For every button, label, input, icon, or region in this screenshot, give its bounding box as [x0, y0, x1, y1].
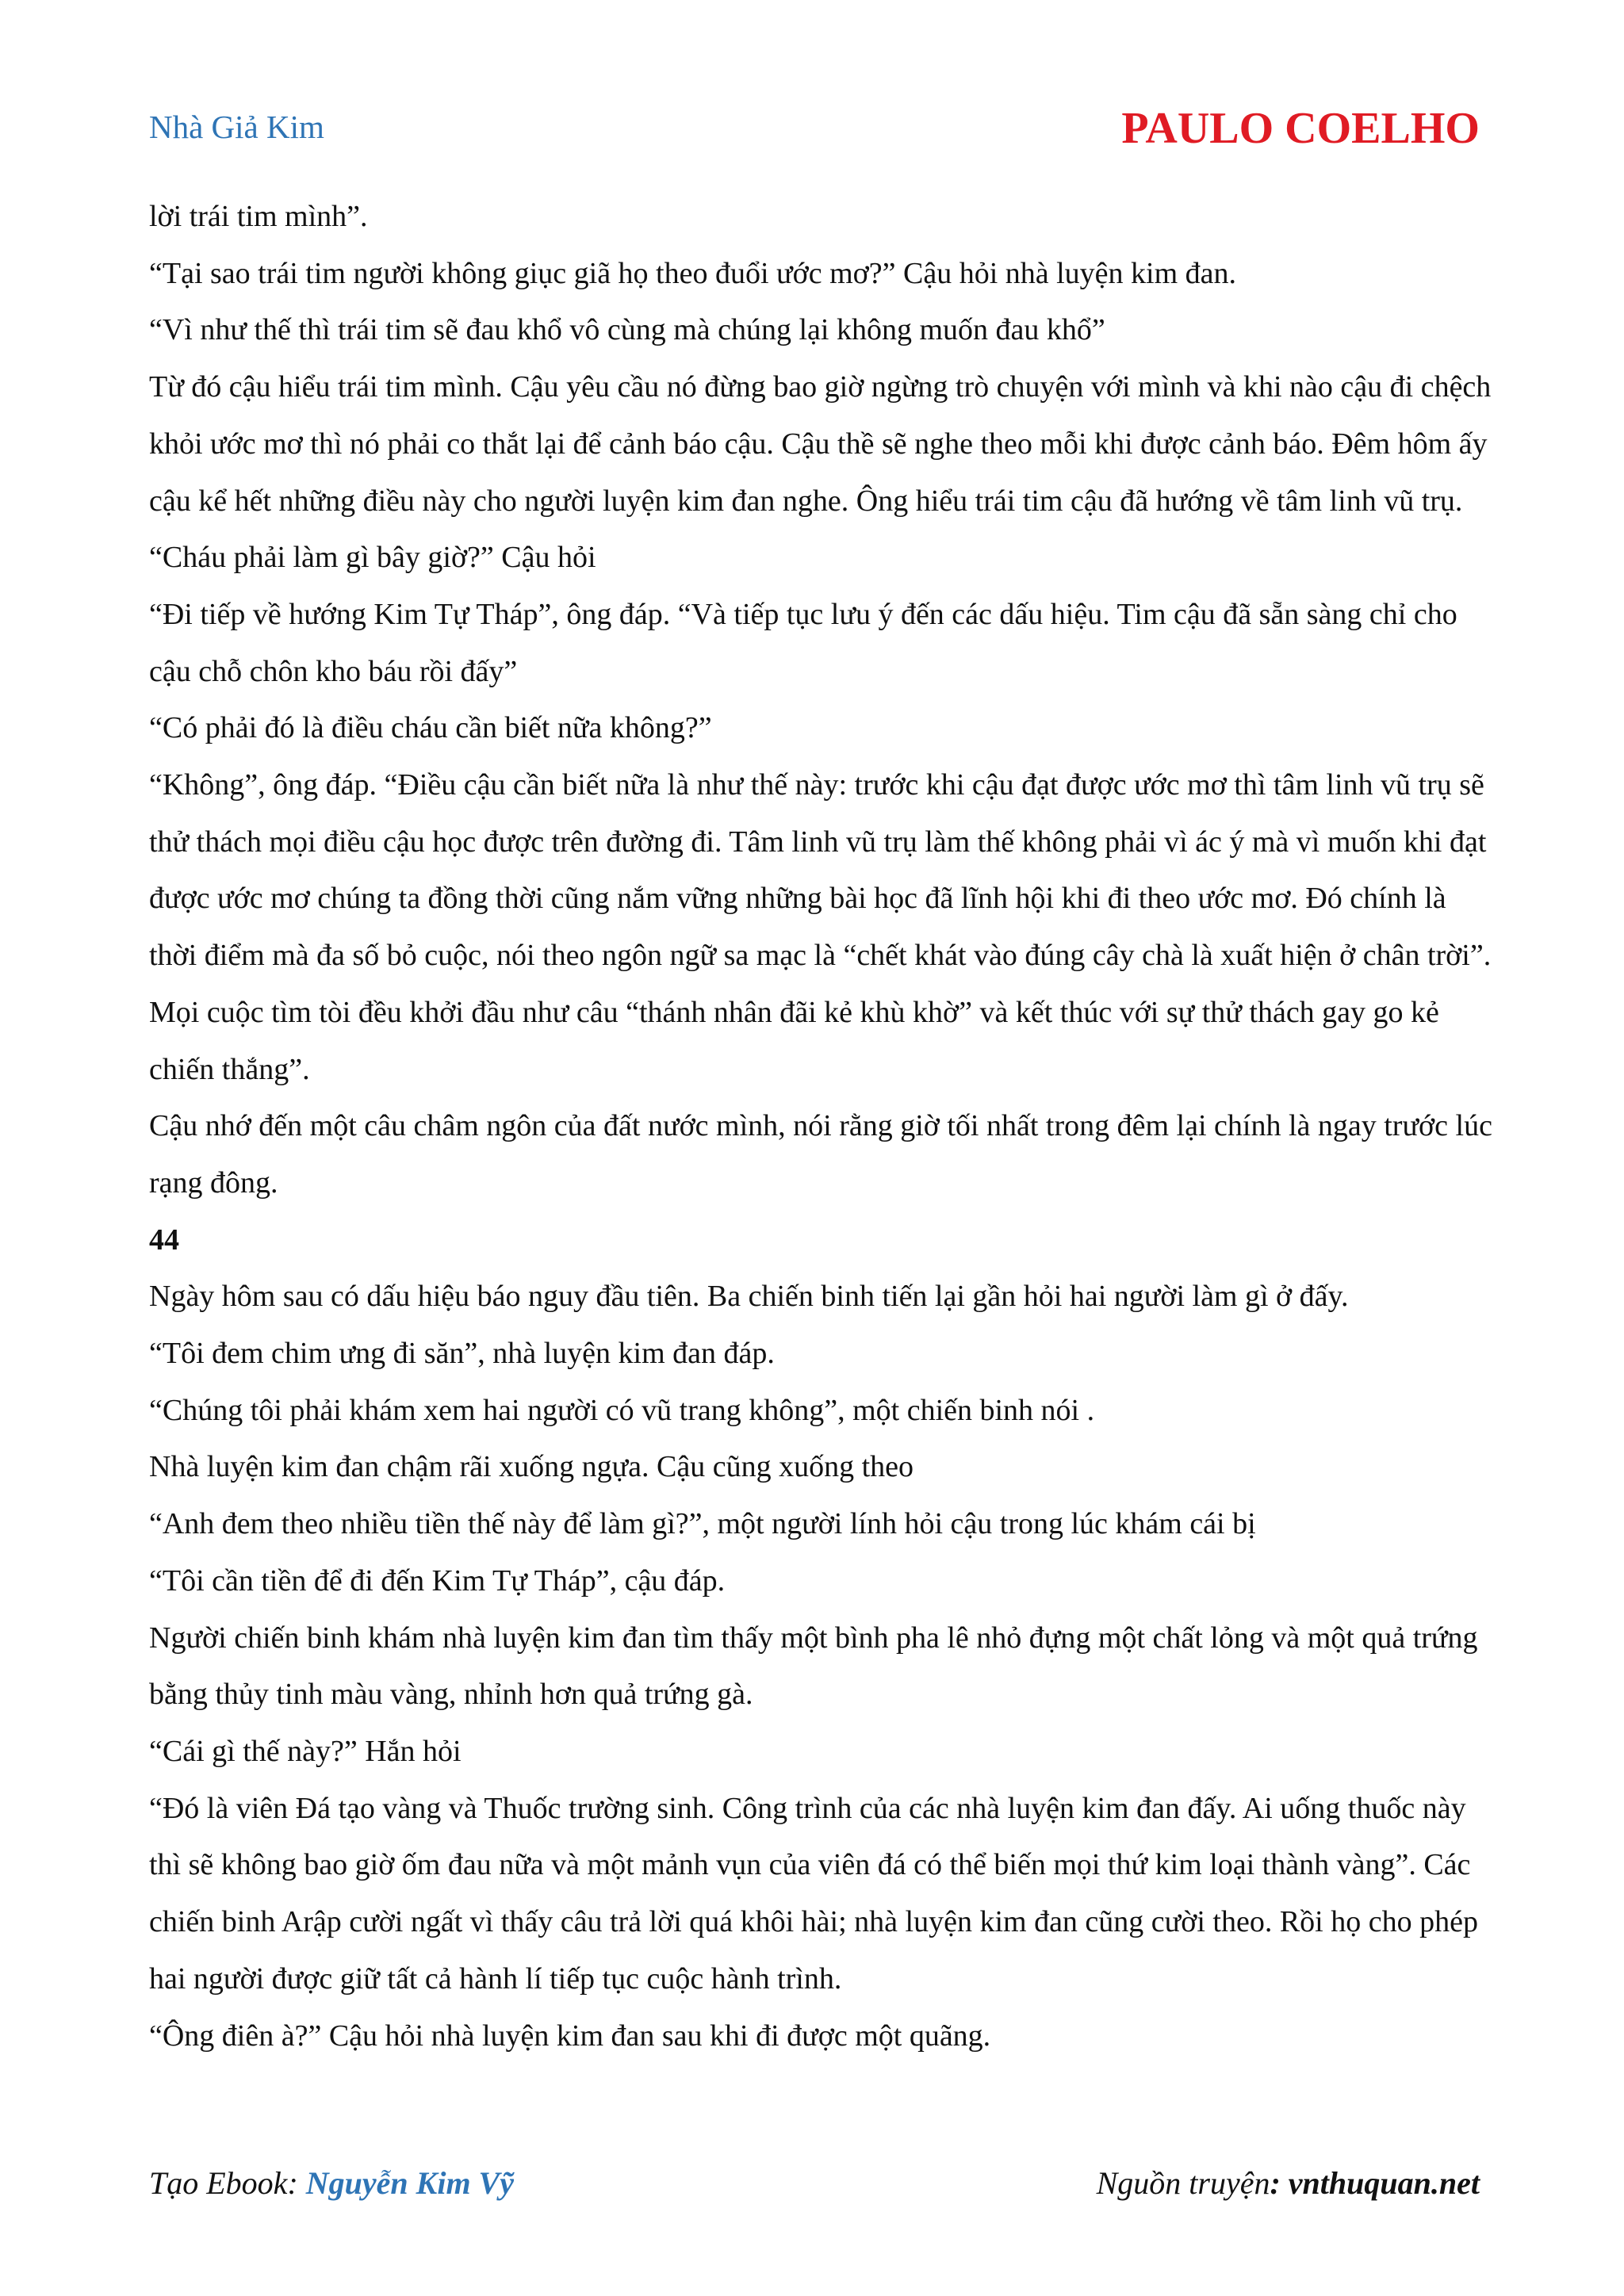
- paragraph: “Cháu phải làm gì bây giờ?” Cậu hỏi: [149, 541, 596, 575]
- ebook-credit: Tạo Ebook: Nguyễn Kim Vỹ: [149, 2165, 514, 2201]
- paragraph: Nhà luyện kim đan chậm rãi xuống ngựa. Cậu cũng xuống theo: [149, 1450, 914, 1484]
- ebook-label: Tạo Ebook: [149, 2165, 288, 2201]
- paragraph: “Vì như thế thì trái tim sẽ đau khổ vô cùng mà chúng lại không muốn đau khổ”: [149, 313, 1105, 347]
- paragraph: “Đó là viên Đá tạo vàng và Thuốc trường sinh. Công trình của các nhà luyện kim đan đấy. Ai uống thuốc này thì sẽ không bao giờ ốm đau nữa và một mảnh vụn của viên đá có thể biến mọi thứ kim loại thành vàng”. Các chiến binh Arập cười ngất vì thấy câu trả lời quá khôi hài; nhà luyện kim đan cũng cười theo. Rồi họ cho phép hai người được giữ tất cả hành lí tiếp tục cuộc hành trình.: [149, 1791, 1478, 1996]
- paragraph: “Chúng tôi phải khám xem hai người có vũ trang không”, một chiến binh nói .: [149, 1393, 1095, 1427]
- paragraph: “Tại sao trái tim người không giục giã họ theo đuổi ước mơ?” Cậu hỏi nhà luyện kim đan.: [149, 256, 1237, 290]
- paragraph: “Anh đem theo nhiều tiền thế này để làm gì?”, một người lính hỏi cậu trong lúc khám cái bị: [149, 1507, 1256, 1541]
- source-site: vnthuquan.net: [1288, 2165, 1480, 2201]
- paragraph: lời trái tim mình”.: [149, 200, 368, 233]
- paragraph: “Không”, ông đáp. “Điều cậu cần biết nữa là như thế này: trước khi cậu đạt được ước mơ thì tâm linh vũ trụ sẽ thử thách mọi điều cậu học được trên đường đi. Tâm linh vũ trụ làm thế không phải vì ác ý mà vì muốn khi đạt được ước mơ chúng ta đồng thời cũng nắm vững những bài học đã lĩnh hội khi đi theo ước mơ. Đó chính là thời điểm mà đa số bỏ cuộc, nói theo ngôn ngữ sa mạc là “chết khát vào đúng cây chà là xuất hiện ở chân trời”. Mọi cuộc tìm tòi đều khởi đầu như câu “thánh nhân đãi kẻ khù khờ” và kết thúc với sự thử thách gay go kẻ chiến thắng”.: [149, 768, 1492, 1086]
- book-title: Nhà Giả Kim: [149, 109, 324, 145]
- paragraph: Ngày hôm sau có dấu hiệu báo nguy đầu tiên. Ba chiến binh tiến lại gần hỏi hai người làm gì ở đấy.: [149, 1280, 1349, 1314]
- ebook-author-name: Nguyễn Kim Vỹ: [305, 2165, 514, 2201]
- paragraph: Người chiến binh khám nhà luyện kim đan tìm thấy một bình pha lê nhỏ đựng một chất lỏng và một quả trứng bằng thủy tinh màu vàng, nhỉnh hơn quả trứng gà.: [149, 1621, 1478, 1712]
- page-header: [149, 103, 1480, 159]
- paragraph: “Có phải đó là điều cháu cần biết nữa không?”: [149, 711, 712, 745]
- chapter-number: 44: [149, 1223, 179, 1257]
- paragraph: “Đi tiếp về hướng Kim Tự Tháp”, ông đáp. “Và tiếp tục lưu ý đến các dấu hiệu. Tim cậu đã sẵn sàng chỉ cho cậu chỗ chôn kho báu rồi đấy”: [149, 597, 1457, 688]
- paragraph: “Tôi đem chim ưng đi săn”, nhà luyện kim đan đáp.: [149, 1337, 775, 1371]
- page-footer: [149, 2164, 1480, 2212]
- paragraph: “Ông điên à?” Cậu hỏi nhà luyện kim đan sau khi đi được một quãng.: [149, 2019, 991, 2053]
- paragraph: “Cái gì thế này?” Hắn hỏi: [149, 1734, 462, 1768]
- page-body: [149, 189, 1497, 2064]
- paragraph: Cậu nhớ đến một câu châm ngôn của đất nước mình, nói rằng giờ tối nhất trong đêm lại chính là ngay trước lúc rạng đông.: [149, 1109, 1492, 1200]
- paragraph: Từ đó cậu hiểu trái tim mình. Cậu yêu cầu nó đừng bao giờ ngừng trò chuyện với mình và khi nào cậu đi chệch khỏi ước mơ thì nó phải co thắt lại để cảnh báo cậu. Cậu thề sẽ nghe theo mỗi khi được cảnh báo. Đêm hôm ấy cậu kể hết những điều này cho người luyện kim đan nghe. Ông hiểu trái tim cậu đã hướng về tâm linh vũ trụ.: [149, 370, 1492, 518]
- source-credit: Nguồn truyện: vnthuquan.net: [1096, 2165, 1480, 2201]
- paragraph: “Tôi cần tiền để đi đến Kim Tự Tháp”, cậu đáp.: [149, 1563, 726, 1598]
- author-name: PAULO COELHO: [1121, 104, 1480, 153]
- source-label: Nguồn truyện: [1096, 2165, 1270, 2201]
